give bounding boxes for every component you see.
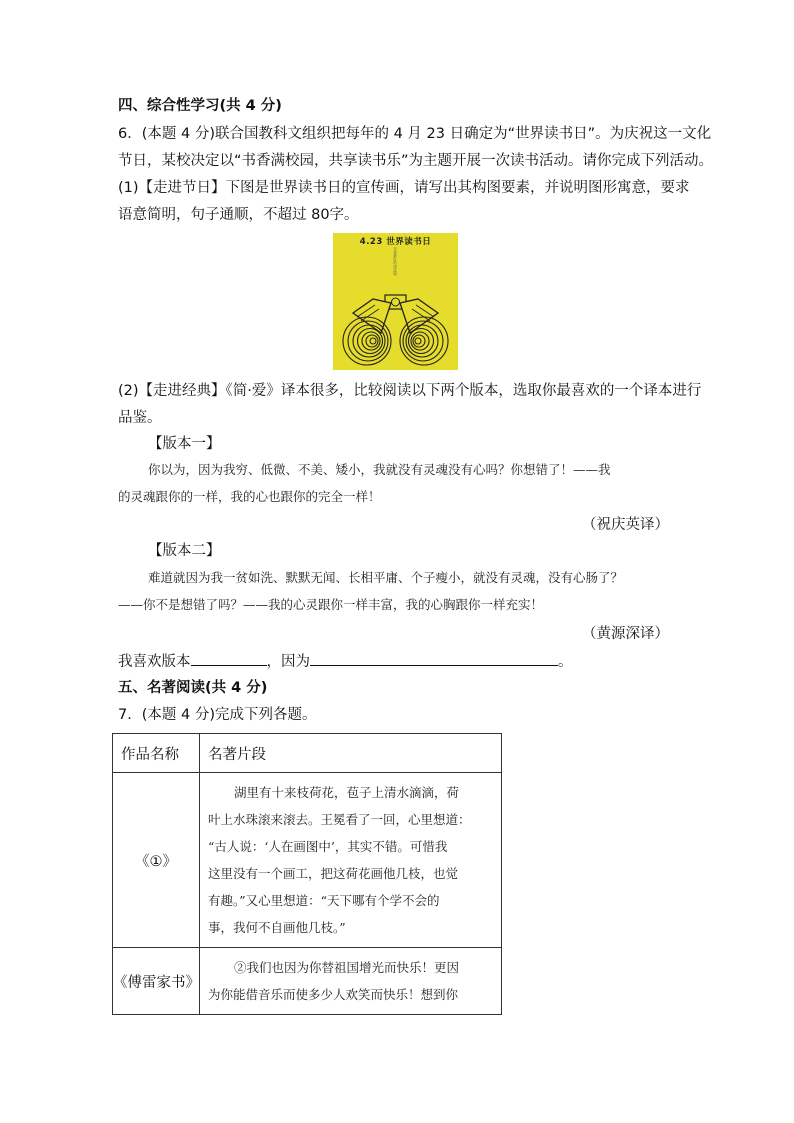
binocular-scroll-illustration <box>333 233 458 370</box>
table-row <box>113 773 502 948</box>
excerpt-line: 叶上水珠滚来滚去。王冕看了一回，心里想道： <box>208 812 471 827</box>
reason-blank[interactable] <box>310 651 558 666</box>
excerpt-line: 有趣。”又心里想道：“天下哪有个学不会的 <box>208 893 440 908</box>
col-header-excerpt: 名著片段 <box>200 734 502 773</box>
excerpt-line: 湖里有十来枝荷花，苞子上清水滴滴，荷 <box>234 785 460 800</box>
excerpt-line: 事，我何不自画他几枝。” <box>208 920 346 935</box>
q7-stem: 7．(本题 4 分)完成下列各题。 <box>118 707 317 723</box>
version-blank[interactable] <box>191 651 267 666</box>
row2-work-name: 《傅雷家书》 <box>113 948 200 1015</box>
q6-stem-line1: 6．(本题 4 分)联合国教科文组织把每年的 4 月 23 日确定为“世界读书日”。为庆祝这一文化 <box>118 126 712 142</box>
q6-1-line2: 语意简明，句子通顺，不超过 80字。 <box>118 207 359 223</box>
q6-2-line1: (2)【走进经典】《简·爱》译本很多，比较阅读以下两个版本，选取你最喜欢的一个译本进行 <box>118 383 702 399</box>
excerpt-line: 这里没有一个画工，把这荷花画他几枝，也觉 <box>208 866 459 881</box>
version1-line2: 的灵魂跟你的一样，我的心也跟你的完全一样！ <box>118 489 381 504</box>
q6-2-line2: 品鉴。 <box>118 410 162 426</box>
version2-translator: （黄源深译） <box>582 626 669 642</box>
answer-line <box>118 651 573 672</box>
excerpt-line: 为你能借音乐而使多少人欢笑而快乐！想到你 <box>208 987 459 1002</box>
version1-line1: 你以为，因为我穷、低微、不美、矮小，我就没有灵魂没有心吗？你想错了！——我 <box>148 462 611 477</box>
answer-prefix: 我喜欢版本 <box>118 654 191 670</box>
row1-excerpt <box>200 773 502 948</box>
excerpt-line: “古人说：‘人在画图中’，其实不错。可惜我 <box>208 839 448 854</box>
poster-title: 4.23 世界读书日 <box>359 237 432 247</box>
table-row <box>113 948 502 1015</box>
answer-end: 。 <box>558 654 573 670</box>
reading-day-poster <box>333 233 458 370</box>
row1-work-name: 《①》 <box>113 773 200 948</box>
version2-line1: 难道就因为我一贫如洗、默默无闻、长相平庸、个子瘦小，就没有灵魂，没有心肠了？ <box>148 570 624 585</box>
section4-heading: 四、综合性学习(共 4 分) <box>118 98 282 114</box>
version2-label: 【版本二】 <box>148 543 221 559</box>
answer-middle: ，因为 <box>266 654 310 670</box>
version1-label: 【版本一】 <box>148 436 221 452</box>
q6-1-line1: (1)【走进节日】下图是世界读书日的宣传画，请写出其构图要素，并说明图形寓意，要求 <box>118 180 690 196</box>
q6-stem-line2: 节日，某校决定以“书香满校园，共享读书乐”为主题开展一次读书活动。请你完成下列活动。 <box>118 153 714 169</box>
classics-table <box>112 733 502 1015</box>
col-header-work: 作品名称 <box>113 734 200 773</box>
poster-vertical-slogan: 书是最好的望远镜 <box>393 246 398 276</box>
version2-line2: ——你不是想错了吗？——我的心灵跟你一样丰富，我的心胸跟你一样充实！ <box>118 597 544 612</box>
section5-heading: 五、名著阅读(共 4 分) <box>118 680 268 696</box>
excerpt-line: ②我们也因为你替祖国增光而快乐！更因 <box>234 960 460 975</box>
table-header-row <box>113 734 502 773</box>
version1-translator: （祝庆英译） <box>582 517 669 533</box>
row2-excerpt <box>200 948 502 1015</box>
